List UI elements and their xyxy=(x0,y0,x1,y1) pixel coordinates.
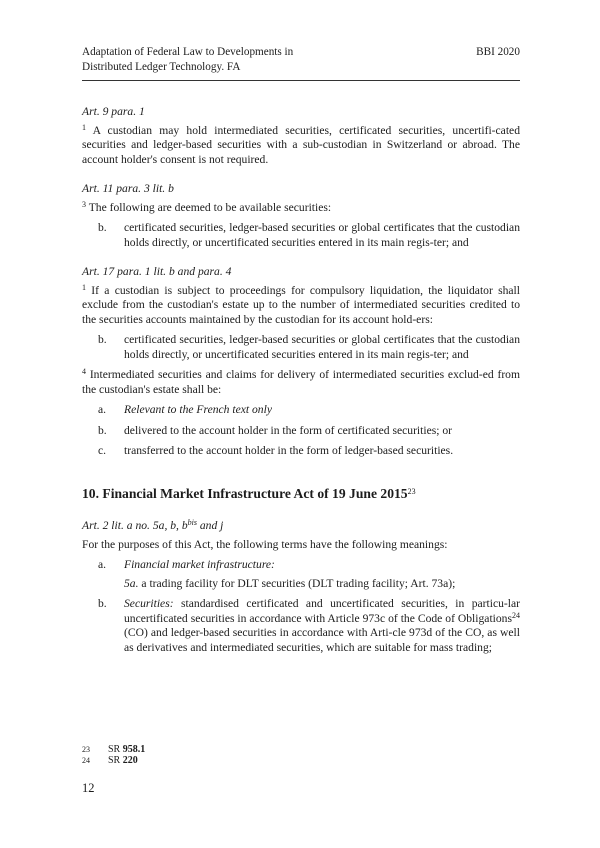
paragraph xyxy=(82,201,520,216)
footnote-number: 24 xyxy=(82,756,90,765)
sub-definition-number: 5a. xyxy=(124,576,139,590)
footnote-reference: 220 xyxy=(122,755,138,766)
definition-term: Securities: xyxy=(124,597,174,610)
footnote-ref: 24 xyxy=(512,610,520,620)
paragraph-number: 4 xyxy=(82,367,86,376)
article-reference: Art. 17 para. 1 lit. b and para. 4 xyxy=(82,265,232,278)
footnote xyxy=(82,755,520,766)
paragraph-text: The following are deemed to be available securities: xyxy=(88,200,332,214)
header-title-line-2: Distributed Ledger Technology. FA xyxy=(82,61,241,73)
footnote-prefix: SR xyxy=(108,744,121,755)
article-reference: Art. 11 para. 3 lit. b xyxy=(82,182,174,195)
header-title-line-1: Adaptation of Federal Law to Developments in xyxy=(82,46,294,58)
sub-definition-text: a trading facility for DLT securities (DLT trading facility; Art. 73a); xyxy=(141,576,456,590)
paragraph xyxy=(82,124,520,168)
sub-definition xyxy=(82,577,520,592)
main-content xyxy=(82,105,520,655)
footnote-ref: 23 xyxy=(407,486,416,496)
paragraph-number: 1 xyxy=(82,122,86,132)
list-item xyxy=(82,424,520,439)
list-item xyxy=(82,558,520,573)
list-item-text: certificated securities, ledger-based securities or global certificates that the custodian holds directly, or uncertificated securities entered in its main regis-ter; and xyxy=(124,221,520,249)
definition-text-continued: (CO) and ledger-based securities in accordance with Arti-cle 973d of the CO, as well as derivatives and intermediated securities, which are suitable for mass trading; xyxy=(124,626,520,654)
list-item xyxy=(82,444,520,459)
paragraph: For the purposes of this Act, the following terms have the following meanings: xyxy=(82,537,448,551)
article-reference: Art. 9 para. 1 xyxy=(82,105,145,118)
list-marker: b. xyxy=(98,333,107,346)
paragraph-text: Intermediated securities and claims for delivery of intermediated securities exclud-ed from the custodian's estate shall be: xyxy=(82,368,520,396)
paragraph xyxy=(82,284,520,328)
footnote-number: 23 xyxy=(82,745,90,754)
header-title xyxy=(82,45,402,75)
list-item xyxy=(82,333,520,362)
list-marker: a. xyxy=(98,558,107,571)
list-marker: b. xyxy=(98,423,107,437)
list-marker: c. xyxy=(98,444,107,457)
list-item xyxy=(82,597,520,655)
list-marker: b. xyxy=(98,597,107,610)
definition-term: Financial market infrastructure: xyxy=(124,558,275,571)
article-reference-tail: and j xyxy=(196,519,224,532)
footnote xyxy=(82,744,520,755)
footnote-prefix: SR xyxy=(108,755,121,766)
footnote-reference: 958.1 xyxy=(122,744,146,755)
list-marker: b. xyxy=(98,221,107,234)
list-item xyxy=(82,221,520,250)
paragraph-number: 3 xyxy=(82,199,86,209)
list-item-text: Relevant to the French text only xyxy=(124,403,272,416)
article-reference xyxy=(82,519,520,534)
header-rule xyxy=(82,80,520,81)
section-heading-text: 10. Financial Market Infrastructure Act of 19 June 2015 xyxy=(82,485,408,501)
footnotes xyxy=(82,744,520,766)
header-code: BBI 2020 xyxy=(476,46,520,58)
paragraph-text: A custodian may hold intermediated securities, certificated securities, uncertifi-cated securities and ledger-based securities with a sub-custodian in Switzerland or abroad. The account holder's consent is not required. xyxy=(82,123,520,166)
list-item-text: transferred to the account holder in the form of ledger-based securities. xyxy=(124,444,454,457)
article-reference-main: Art. 2 lit. a no. 5a, b, b xyxy=(82,519,188,532)
article-reference-sup: bis xyxy=(187,518,197,527)
page-number: 12 xyxy=(82,781,95,795)
list-item-text: delivered to the account holder in the form of certificated securities; or xyxy=(124,423,453,437)
list-item-text: certificated securities, ledger-based securities or global certificates that the custodian holds directly, or uncertificated securities entered in its main regis-ter; and xyxy=(124,333,520,361)
list-item xyxy=(82,403,520,418)
list-marker: a. xyxy=(98,403,107,416)
paragraph xyxy=(82,368,520,397)
paragraph-text: If a custodian is subject to proceedings for compulsory liquidation, the liquidator shall exclude from the custodian's estate up to the number of intermediated securities credited to the securities accounts maintained by the custodian for its account hold-ers: xyxy=(82,283,520,326)
definition-text: standardised certificated and uncertificated securities, in particu-lar uncertificated securities in accordance with Article 973c of the Code of Obligations xyxy=(124,597,520,625)
paragraph-number: 1 xyxy=(82,282,86,292)
section-heading xyxy=(82,487,520,502)
